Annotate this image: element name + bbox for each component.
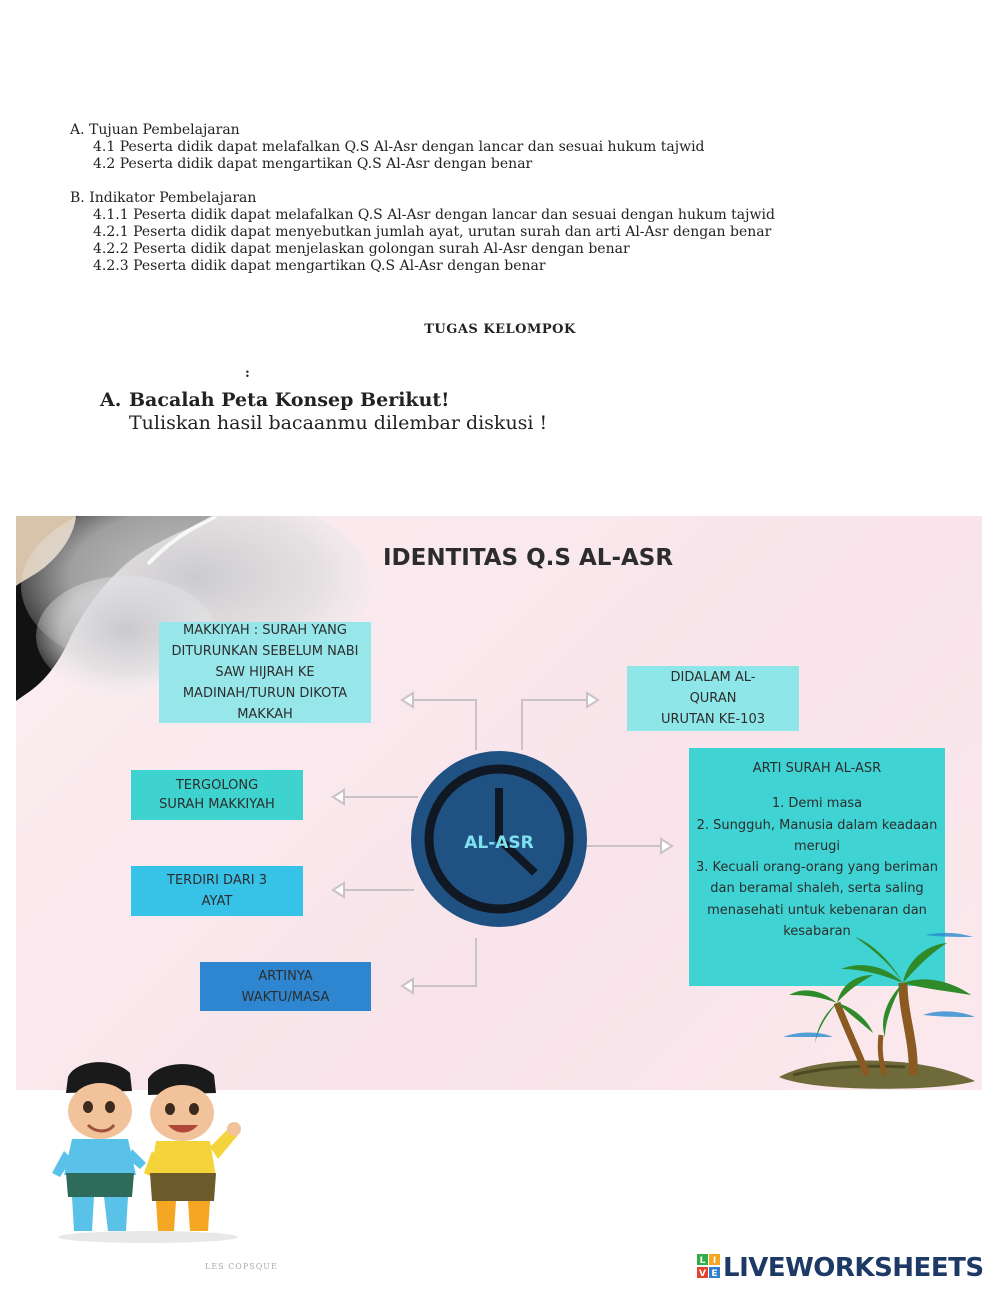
- box-line: MADINAH/TURUN DIKOTA: [182, 686, 348, 701]
- artinya-box: [200, 962, 371, 1011]
- urutan-box: [627, 666, 799, 731]
- indicators-heading: B. Indikator Pembelajaran: [70, 190, 257, 206]
- arti-line: kesabaran: [783, 924, 851, 940]
- box-line: AYAT: [201, 894, 233, 909]
- arrow-left-icon: [333, 790, 344, 804]
- footer-small-text: LES COPSQUE: [205, 1262, 278, 1271]
- box-line: WAKTU/MASA: [241, 989, 330, 1005]
- colon-mark: :: [245, 366, 250, 381]
- terdiri-box: [131, 866, 303, 916]
- concept-map-title: IDENTITAS Q.S AL-ASR: [383, 545, 674, 571]
- objectives-heading: A. Tujuan Pembelajaran: [70, 122, 240, 138]
- badge-letter: L: [699, 1256, 706, 1266]
- arrow-right-icon: [661, 839, 672, 853]
- task-title: TUGAS KELOMPOK: [424, 322, 576, 337]
- indicator-item: 4.2.1 Peserta didik dapat menyebutkan jumlah ayat, urutan surah dan arti Al-Asr dengan benar: [93, 224, 772, 240]
- arti-title: ARTI SURAH AL-ASR: [752, 761, 882, 776]
- arti-line: dan beramal shaleh, serta saling: [710, 881, 924, 897]
- box-line: URUTAN KE-103: [661, 712, 765, 727]
- arti-line: merugi: [793, 838, 841, 854]
- children-characters-illustration: [48, 1055, 248, 1243]
- clock-label: AL-ASR: [464, 833, 534, 853]
- badge-letter: E: [711, 1269, 718, 1279]
- objective-item: 4.1 Peserta didik dapat melafalkan Q.S Al-Asr dengan lancar dan sesuai hukum tajwid: [93, 139, 705, 155]
- box-line: TERGOLONG: [175, 778, 259, 793]
- box-line: DITURUNKAN SEBELUM NABI: [171, 644, 359, 659]
- liveworksheets-wordmark[interactable]: LIVEWORKSHEETS: [723, 1253, 984, 1283]
- indicator-item: 4.2.2 Peserta didik dapat menjelaskan golongan surah Al-Asr dengan benar: [93, 241, 630, 257]
- objective-item: 4.2 Peserta didik dapat mengartikan Q.S Al-Asr dengan benar: [93, 156, 533, 172]
- instruction-title: Bacalah Peta Konsep Berikut!: [129, 389, 450, 411]
- arti-line: 1. Demi masa: [771, 796, 863, 812]
- live-badge-icon: [697, 1254, 721, 1280]
- palm-island-illustration: [775, 925, 980, 1095]
- box-line: MAKKAH: [237, 707, 293, 722]
- arti-line: 3. Kecuali orang-orang yang beriman: [695, 860, 939, 876]
- arti-line: 2. Sungguh, Manusia dalam keadaan: [696, 817, 938, 833]
- arrow-left-icon: [402, 979, 413, 993]
- indicator-item: 4.2.3 Peserta didik dapat mengartikan Q.S Al-Asr dengan benar: [93, 258, 546, 274]
- arrow-left-icon: [402, 693, 413, 707]
- badge-letter: V: [699, 1269, 706, 1279]
- arrow-right-icon: [587, 693, 598, 707]
- box-line: DIDALAM AL-: [670, 670, 756, 685]
- arrow-left-icon: [333, 883, 344, 897]
- liveworksheets-logo: [697, 1254, 721, 1284]
- box-line: MAKKIYAH : SURAH YANG: [183, 623, 347, 638]
- tergolong-box: [131, 770, 303, 820]
- makkiyah-box: [159, 622, 371, 723]
- box-line: SAW HIJRAH KE: [215, 665, 315, 680]
- box-line: ARTINYA: [258, 968, 313, 984]
- instruction-subtitle: Tuliskan hasil bacaanmu dilembar diskusi !: [129, 412, 548, 434]
- indicator-item: 4.1.1 Peserta didik dapat melafalkan Q.S Al-Asr dengan lancar dan sesuai dengan hukum tajwid: [93, 207, 775, 223]
- badge-letter: I: [712, 1256, 717, 1266]
- arti-line: menasehati untuk kebenaran dan: [707, 902, 927, 918]
- box-line: TERDIRI DARI 3: [167, 873, 267, 888]
- instruction-letter: A.: [100, 389, 122, 411]
- box-line: QURAN: [689, 691, 737, 706]
- box-line: SURAH MAKKIYAH: [159, 797, 275, 812]
